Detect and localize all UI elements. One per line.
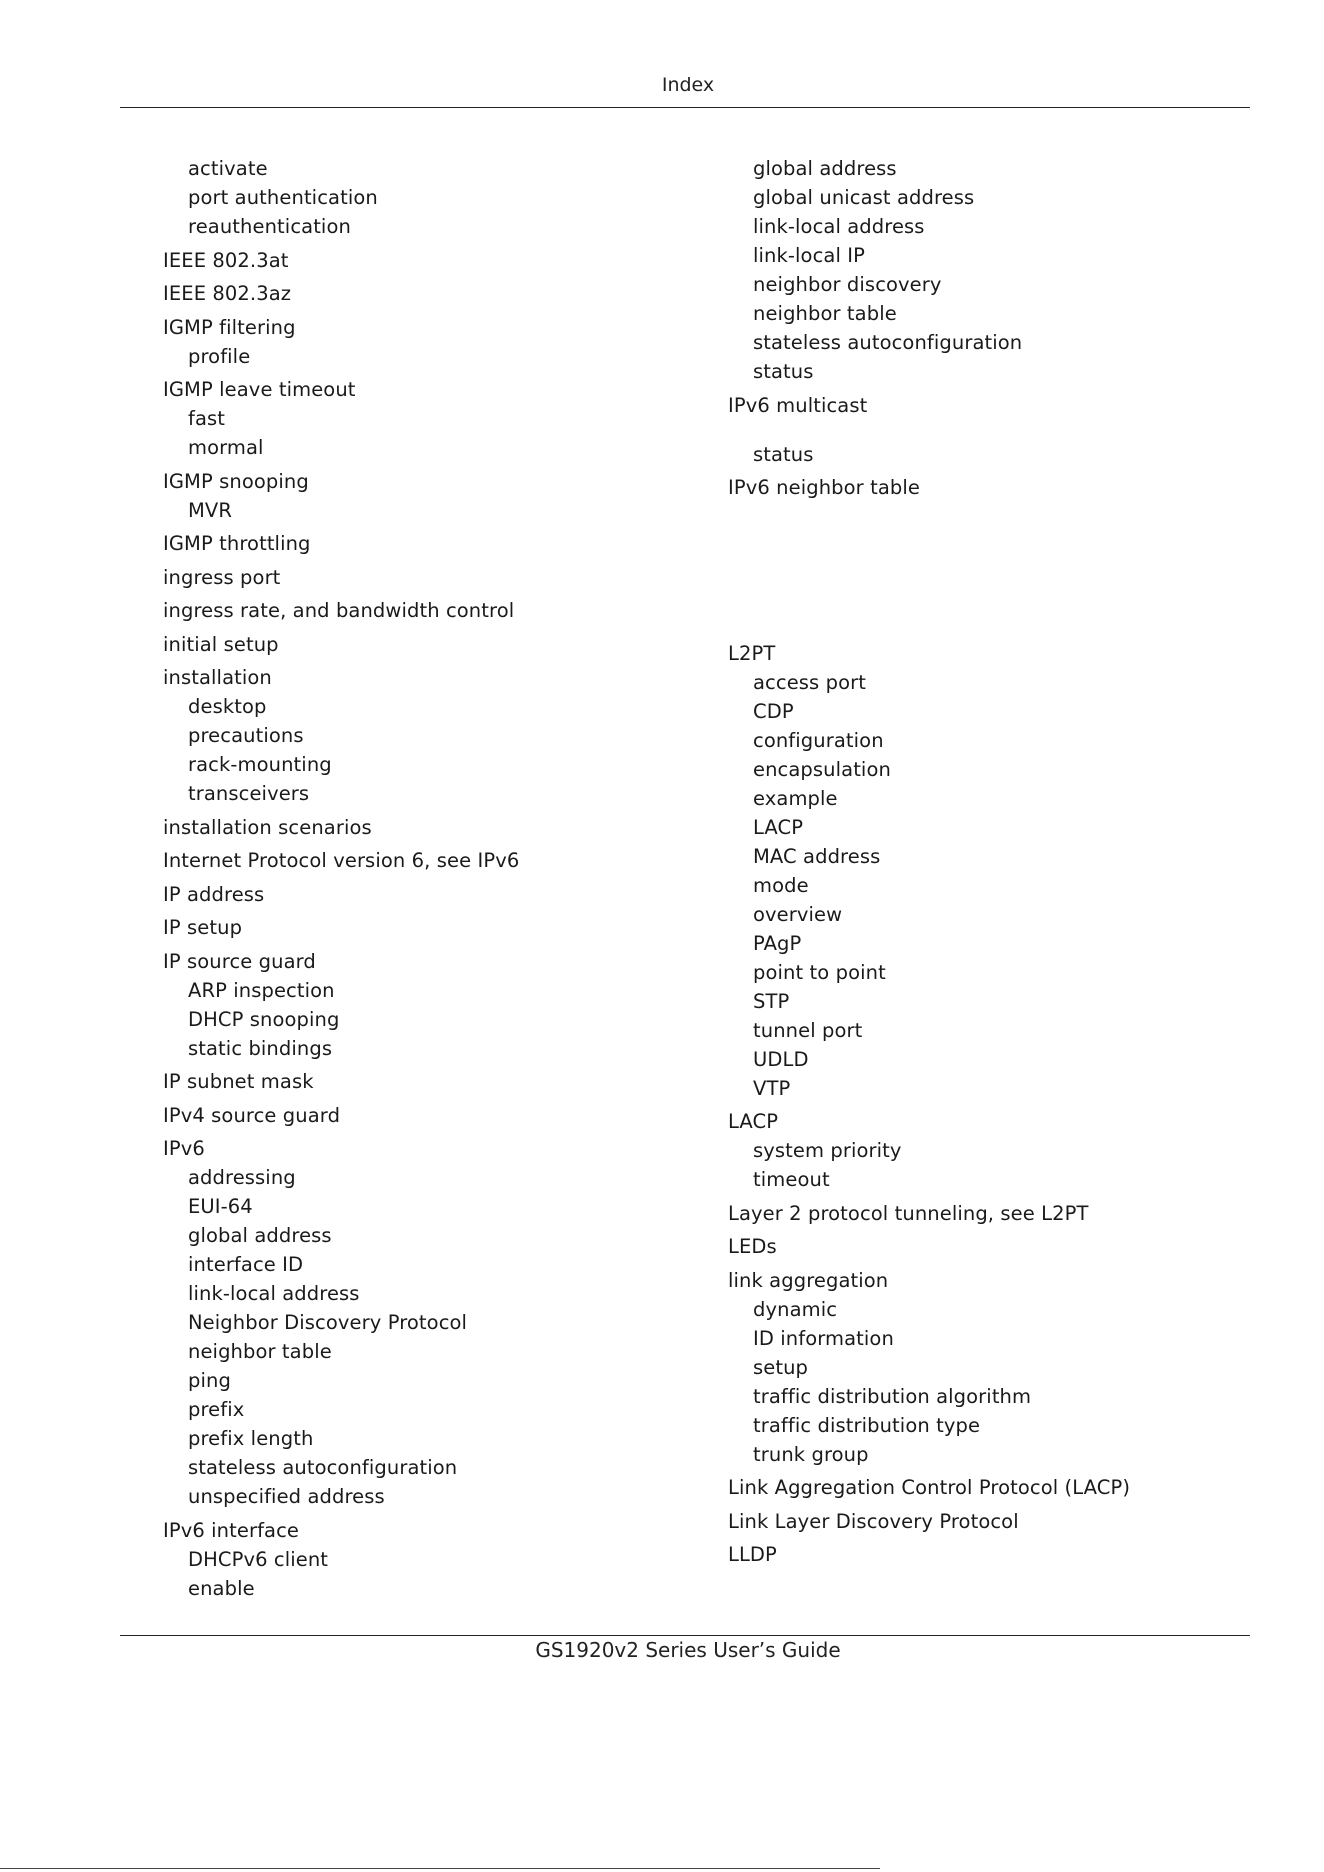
index-subentry: CDP [753, 699, 794, 723]
index-subentry: stateless autoconfiguration [188, 1456, 458, 1479]
index-entry: IGMP throttling [163, 532, 311, 555]
index-subentry: point to point [753, 960, 886, 984]
index-subentry: fast [188, 407, 226, 430]
index-subentry: neighbor discovery [753, 273, 942, 296]
index-spacer [728, 502, 1130, 634]
index-subentry: STP [753, 989, 790, 1013]
index-subentry: UDLD [753, 1047, 809, 1071]
index-entry: Link Layer Discovery Protocol [728, 1509, 1019, 1533]
page-header-title: Index [661, 74, 715, 96]
index-entry: L2PT [728, 641, 776, 665]
index-entry: installation scenarios [163, 815, 372, 839]
index-entry: IGMP filtering [163, 315, 296, 339]
index-entry: IP setup [163, 916, 243, 939]
index-subentry: EUI-64 [188, 1195, 253, 1218]
index-subentry: MVR [188, 498, 233, 522]
index-subentry: neighbor table [188, 1340, 332, 1363]
index-entry: IP source guard [163, 949, 316, 973]
index-subentry: interface ID [188, 1253, 304, 1276]
index-subentry: setup [753, 1355, 809, 1379]
index-entry: IPv4 source guard [163, 1103, 341, 1127]
index-entry: Link Aggregation Control Protocol (LACP) [728, 1476, 1131, 1499]
index-subentry: LACP [753, 815, 804, 839]
index-entry: IPv6 [163, 1137, 205, 1160]
index-spacer [728, 420, 1130, 440]
index-subentry: DHCPv6 client [188, 1547, 329, 1571]
index-entry: IGMP leave timeout [163, 378, 356, 401]
index-subentry: global address [753, 157, 897, 180]
index-subentry: ID information [753, 1326, 894, 1350]
index-entry: ingress rate, and bandwidth control [163, 599, 515, 622]
index-subentry: overview [753, 902, 843, 926]
index-subentry: ARP inspection [188, 978, 335, 1002]
index-entry: LACP [728, 1110, 779, 1133]
index-entry: ingress port [163, 565, 281, 589]
index-entry: Internet Protocol version 6, see IPv6 [163, 849, 520, 872]
index-subentry: precautions [188, 724, 304, 747]
index-subentry: example [753, 786, 838, 810]
index-subentry: stateless autoconfiguration [753, 331, 1023, 354]
index-entry: IPv6 multicast [728, 393, 868, 417]
index-subentry: rack-mounting [188, 753, 332, 776]
index-column-left [163, 154, 519, 1603]
index-entry: IP address [163, 882, 265, 906]
index-subentry: unspecified address [188, 1485, 385, 1508]
header-divider [120, 107, 1250, 108]
index-entry: link aggregation [728, 1268, 889, 1292]
index-subentry: trunk group [753, 1442, 869, 1466]
index-subentry: global address [188, 1224, 332, 1247]
index-subentry: port authentication [188, 186, 378, 209]
index-subentry: timeout [753, 1168, 830, 1191]
index-entry: installation [163, 666, 272, 689]
index-subentry: activate [188, 157, 268, 180]
index-entry: IGMP snooping [163, 469, 309, 493]
index-subentry: access port [753, 670, 866, 694]
index-subentry: link-local address [188, 1282, 360, 1305]
index-subentry: encapsulation [753, 757, 891, 781]
index-subentry: status [753, 442, 814, 466]
index-entry: IEEE 802.3az [163, 282, 292, 305]
index-entry: initial setup [163, 632, 279, 656]
index-subentry: traffic distribution type [753, 1413, 981, 1437]
index-column-right [728, 154, 1130, 1569]
index-subentry: tunnel port [753, 1018, 863, 1042]
index-subentry: VTP [753, 1076, 791, 1100]
index-subentry: global unicast address [753, 186, 975, 209]
index-subentry: static bindings [188, 1036, 333, 1060]
page-footer-title: GS1920v2 Series User’s Guide [535, 1638, 841, 1662]
index-subentry: transceivers [188, 782, 310, 805]
index-subentry: DHCP snooping [188, 1007, 340, 1031]
index-subentry: link-local IP [753, 244, 865, 267]
index-subentry: link-local address [753, 215, 925, 238]
index-subentry: neighbor table [753, 302, 897, 325]
index-subentry: ping [188, 1369, 231, 1392]
index-entry: IPv6 neighbor table [728, 476, 920, 499]
index-subentry: system priority [753, 1139, 902, 1162]
index-subentry: enable [188, 1576, 255, 1600]
index-subentry: prefix [188, 1398, 245, 1421]
index-subentry: reauthentication [188, 215, 351, 238]
index-subentry: configuration [753, 728, 884, 752]
page-bottom-edge [0, 1868, 880, 1869]
index-entry: LLDP [728, 1543, 777, 1566]
index-subentry: MAC address [753, 844, 881, 868]
index-entry: IEEE 802.3at [163, 248, 289, 272]
index-entry: LEDs [728, 1235, 777, 1258]
index-entry: IP subnet mask [163, 1070, 314, 1093]
index-subentry: Neighbor Discovery Protocol [188, 1311, 468, 1334]
footer-divider [120, 1635, 1250, 1636]
index-subentry: mode [753, 873, 809, 897]
index-subentry: prefix length [188, 1427, 314, 1450]
index-subentry: status [753, 360, 814, 383]
index-subentry: dynamic [753, 1297, 838, 1321]
index-entry: Layer 2 protocol tunneling, see L2PT [728, 1201, 1089, 1225]
index-subentry: desktop [188, 695, 267, 718]
index-subentry: mormal [188, 436, 264, 459]
index-subentry: traffic distribution algorithm [753, 1384, 1032, 1408]
index-subentry: profile [188, 344, 251, 368]
index-subentry: addressing [188, 1166, 296, 1189]
index-entry: IPv6 interface [163, 1518, 300, 1542]
index-subentry: PAgP [753, 931, 802, 955]
